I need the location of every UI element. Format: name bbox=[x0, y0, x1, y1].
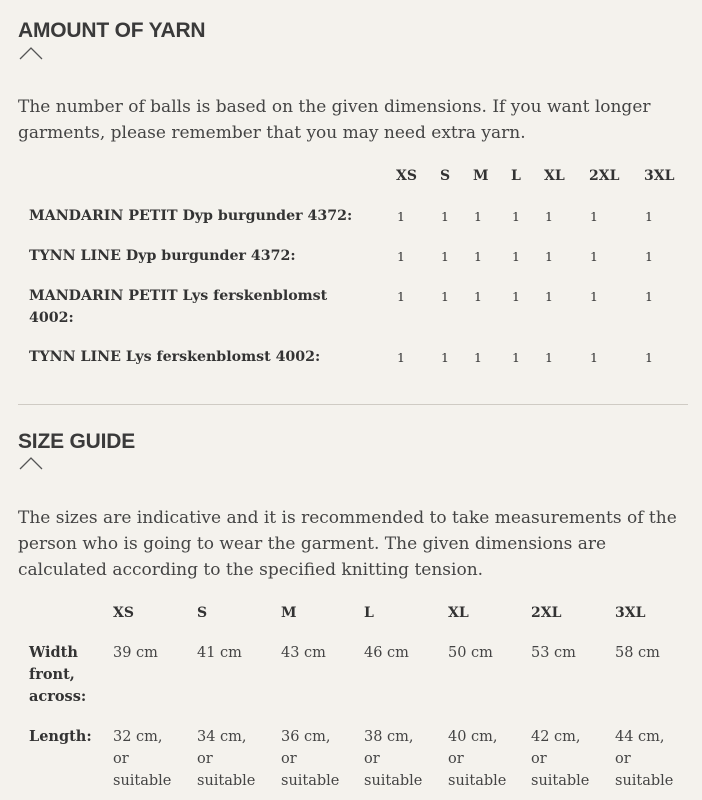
size-guide-length-cell bbox=[531, 726, 589, 792]
yarn-value: 1 bbox=[512, 289, 520, 304]
yarn-value: 1 bbox=[441, 209, 449, 224]
yarn-value: 1 bbox=[474, 289, 482, 304]
yarn-value: 1 bbox=[512, 249, 520, 264]
yarn-value: 1 bbox=[397, 209, 405, 224]
size-guide-length-cell bbox=[615, 726, 673, 792]
size-guide-value: 41 cm bbox=[197, 645, 242, 661]
yarn-size-header: XL bbox=[544, 168, 565, 184]
length-or: or bbox=[448, 751, 464, 767]
size-guide-value: 46 cm bbox=[364, 645, 409, 661]
yarn-value: 1 bbox=[645, 289, 653, 304]
yarn-value: 1 bbox=[545, 350, 553, 365]
length-value: 44 cm, bbox=[615, 729, 665, 745]
length-suitable: suitable bbox=[197, 773, 256, 789]
yarn-size-header: 3XL bbox=[644, 168, 675, 184]
yarn-row-label: MANDARIN PETIT Lys ferskenblomst 4002: bbox=[29, 288, 328, 326]
yarn-value: 1 bbox=[397, 350, 405, 365]
size-guide-header: XS bbox=[113, 605, 134, 621]
length-or: or bbox=[615, 751, 631, 767]
yarn-value: 1 bbox=[397, 289, 405, 304]
yarn-value: 1 bbox=[474, 209, 482, 224]
length-suitable: suitable bbox=[531, 773, 590, 789]
size-guide-value: 43 cm bbox=[281, 645, 326, 661]
yarn-row-label: TYNN LINE Dyp burgunder 4372: bbox=[29, 248, 296, 264]
yarn-size-header: S bbox=[440, 168, 451, 184]
yarn-value: 1 bbox=[441, 350, 449, 365]
yarn-value: 1 bbox=[545, 209, 553, 224]
size-guide-header: M bbox=[281, 605, 297, 621]
size-guide-value: 58 cm bbox=[615, 645, 660, 661]
size-guide-length-cell bbox=[448, 726, 506, 792]
size-guide-value: 50 cm bbox=[448, 645, 493, 661]
yarn-size-header: 2XL bbox=[589, 168, 620, 184]
size-guide-value: 39 cm bbox=[113, 645, 158, 661]
yarn-size-header: M bbox=[473, 168, 489, 184]
yarn-row-label: MANDARIN PETIT Dyp burgunder 4372: bbox=[29, 208, 353, 224]
size-guide-header: S bbox=[197, 605, 208, 621]
yarn-value: 1 bbox=[545, 289, 553, 304]
yarn-value: 1 bbox=[474, 350, 482, 365]
length-or: or bbox=[281, 751, 297, 767]
yarn-value: 1 bbox=[590, 209, 598, 224]
yarn-value: 1 bbox=[441, 289, 449, 304]
length-suitable: suitable bbox=[615, 773, 674, 789]
length-or: or bbox=[113, 751, 129, 767]
yarn-section-title[interactable]: AMOUNT OF YARN bbox=[18, 19, 206, 42]
size-guide-header: XL bbox=[448, 605, 469, 621]
length-value: 42 cm, bbox=[531, 729, 581, 745]
yarn-intro-text: The number of balls is based on the given dimensions. If you want longer garments, please remember that you may need extra yarn. bbox=[18, 97, 651, 143]
length-suitable: suitable bbox=[364, 773, 423, 789]
length-value: 40 cm, bbox=[448, 729, 498, 745]
yarn-value: 1 bbox=[645, 350, 653, 365]
size-guide-length-cell bbox=[364, 726, 422, 792]
chevron-up-icon[interactable] bbox=[19, 46, 43, 60]
yarn-value: 1 bbox=[441, 249, 449, 264]
size-guide-length-cell bbox=[113, 726, 171, 792]
yarn-value: 1 bbox=[590, 289, 598, 304]
length-suitable: suitable bbox=[113, 773, 172, 789]
yarn-size-header: L bbox=[511, 168, 521, 184]
size-guide-row-label: Length: bbox=[29, 728, 92, 745]
length-suitable: suitable bbox=[281, 773, 340, 789]
yarn-value: 1 bbox=[590, 249, 598, 264]
length-value: 32 cm, bbox=[113, 729, 163, 745]
yarn-value: 1 bbox=[645, 209, 653, 224]
length-value: 36 cm, bbox=[281, 729, 331, 745]
size-guide-header: L bbox=[364, 605, 374, 621]
yarn-value: 1 bbox=[545, 249, 553, 264]
size-guide-row-label: Width front, across: bbox=[29, 644, 87, 705]
length-or: or bbox=[364, 751, 380, 767]
length-or: or bbox=[531, 751, 547, 767]
yarn-value: 1 bbox=[397, 249, 405, 264]
yarn-value: 1 bbox=[590, 350, 598, 365]
length-value: 38 cm, bbox=[364, 729, 414, 745]
length-suitable: suitable bbox=[448, 773, 507, 789]
size-guide-header: 3XL bbox=[615, 605, 646, 621]
size-guide-length-cell bbox=[281, 726, 339, 792]
yarn-value: 1 bbox=[474, 249, 482, 264]
length-value: 34 cm, bbox=[197, 729, 247, 745]
length-or: or bbox=[197, 751, 213, 767]
yarn-value: 1 bbox=[512, 350, 520, 365]
yarn-value: 1 bbox=[512, 209, 520, 224]
section-divider bbox=[18, 404, 688, 405]
size-guide-section-title[interactable]: SIZE GUIDE bbox=[18, 430, 136, 453]
chevron-up-icon[interactable] bbox=[19, 456, 43, 470]
yarn-value: 1 bbox=[645, 249, 653, 264]
yarn-size-header: XS bbox=[396, 168, 417, 184]
size-guide-length-cell bbox=[197, 726, 255, 792]
size-guide-header: 2XL bbox=[531, 605, 562, 621]
yarn-row-label: TYNN LINE Lys ferskenblomst 4002: bbox=[29, 349, 321, 365]
size-guide-intro-text: The sizes are indicative and it is recommended to take measurements of the person who is going to wear the garment. The given dimensions are calculated according to the specified knitting tension. bbox=[18, 508, 677, 580]
size-guide-value: 53 cm bbox=[531, 645, 576, 661]
